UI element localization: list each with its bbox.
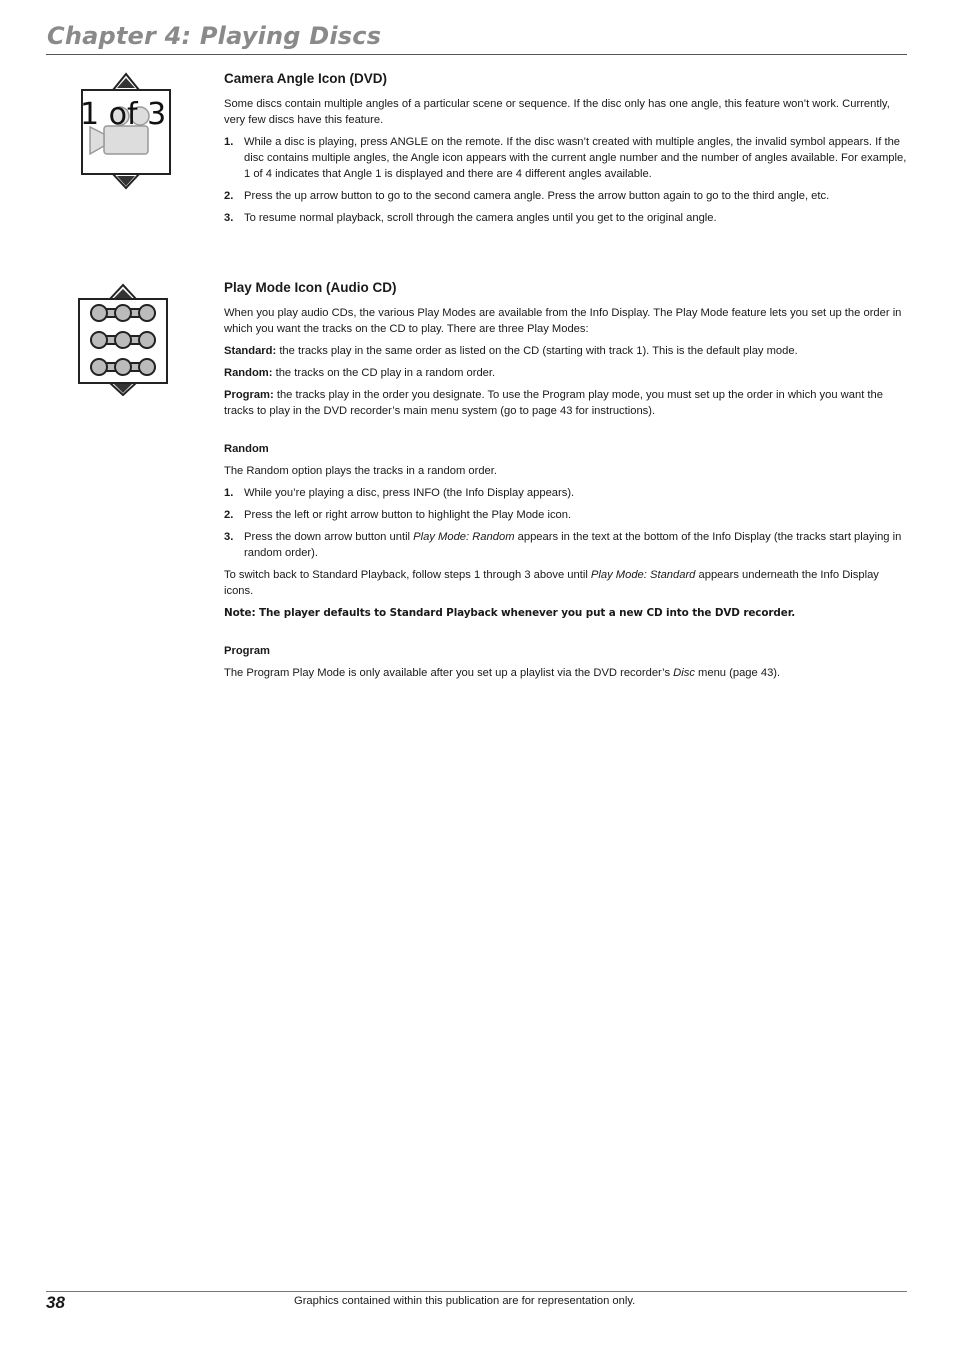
text-part: appears in the text at the bottom of the Info Display (the tracks start playing in random order). — [244, 531, 902, 559]
mode-label: Standard: — [224, 345, 277, 357]
footer-rule — [46, 1291, 907, 1292]
mode-random — [224, 365, 909, 381]
camera-step-2 — [224, 188, 909, 204]
text-part: appears underneath the Info Display icons. — [224, 569, 879, 597]
text-emphasis: Play Mode: Random — [413, 531, 515, 543]
step-text: While a disc is playing, press ANGLE on the remote. If the disc wasn’t created with multiple angles, the invalid symbol appears. If the disc contains multiple angles, the Angle icon appears with the current angle number and the number of angles available. For example, 1 of 4 indicates that Angle 1 is displayed and there are 4 different angles available. — [244, 136, 907, 180]
mode-standard — [224, 343, 909, 359]
note-text: Note: The player defaults to Standard Playback whenever you put a new CD into the DVD recorder. — [224, 607, 796, 619]
mode-text: the tracks play in the order you designate. To use the Program play mode, you must set up the order in which you want the tracks to play in the DVD recorder’s main menu system (go to page 43 for instructions). — [224, 389, 883, 417]
text-part: The Program Play Mode is only available after you set up a playlist via the DVD recorder’s — [224, 667, 674, 679]
random-intro: The Random option plays the tracks in a random order. — [224, 465, 497, 477]
camera-angle-icon-text: 1 of 3 — [80, 97, 167, 132]
mode-label: Random: — [224, 367, 273, 379]
mode-label: Program: — [224, 389, 274, 401]
text-part: To switch back to Standard Playback, follow steps 1 through 3 above until — [224, 569, 591, 581]
random-heading: Random — [224, 443, 269, 455]
step-text: To resume normal playback, scroll through the camera angles until you get to the original angle. — [244, 212, 717, 224]
mode-text: the tracks play in the same order as listed on the CD (starting with track 1). This is the default play mode. — [279, 345, 798, 357]
footer-disclaimer: Graphics contained within this publication are for representation only. — [294, 1295, 636, 1307]
program-text — [224, 665, 909, 681]
step-number: 3. — [224, 212, 234, 224]
step-number: 2. — [224, 190, 234, 202]
text-part: Press the down arrow button until — [244, 531, 414, 543]
camera-angle-icon — [80, 72, 172, 190]
text-emphasis: Disc — [673, 667, 695, 679]
switch-back-text — [224, 567, 909, 599]
step-number: 1. — [224, 136, 234, 148]
header-rule — [46, 54, 907, 55]
play-mode-heading: Play Mode Icon (Audio CD) — [224, 280, 397, 295]
random-step-3 — [224, 529, 909, 561]
step-number: 1. — [224, 487, 234, 499]
step-number: 3. — [224, 531, 234, 543]
text-emphasis: Play Mode: Standard — [590, 569, 696, 581]
step-text — [244, 531, 901, 559]
play-mode-icon — [77, 283, 169, 396]
play-mode-section — [224, 279, 909, 687]
program-heading: Program — [224, 645, 271, 657]
chapter-title: Chapter 4: Playing Discs — [47, 22, 382, 50]
play-mode-intro: When you play audio CDs, the various Play Modes are available from the Info Display. The Play Mode feature lets you set up the order in which you want the tracks on the CD to play. There are three Play Modes: — [224, 307, 902, 335]
mode-program — [224, 387, 909, 419]
camera-angle-section — [224, 70, 909, 232]
camera-angle-intro: Some discs contain multiple angles of a particular scene or sequence. If the disc only has one angle, this feature won’t work. Currently, very few discs have this feature. — [224, 98, 890, 126]
text-part: menu (page 43). — [694, 667, 781, 679]
camera-step-1 — [224, 134, 909, 182]
step-number: 2. — [224, 509, 234, 521]
mode-text: the tracks on the CD play in a random order. — [275, 367, 496, 379]
camera-step-3 — [224, 210, 909, 226]
step-text: While you’re playing a disc, press INFO (the Info Display appears). — [244, 487, 575, 499]
camera-angle-heading: Camera Angle Icon (DVD) — [224, 71, 388, 86]
random-step-2 — [224, 507, 909, 523]
page-number: 38 — [46, 1293, 65, 1312]
step-text: Press the up arrow button to go to the second camera angle. Press the arrow button again to go to the third angle, etc. — [244, 190, 830, 202]
step-text: Press the left or right arrow button to highlight the Play Mode icon. — [244, 509, 572, 521]
random-step-1 — [224, 485, 909, 501]
